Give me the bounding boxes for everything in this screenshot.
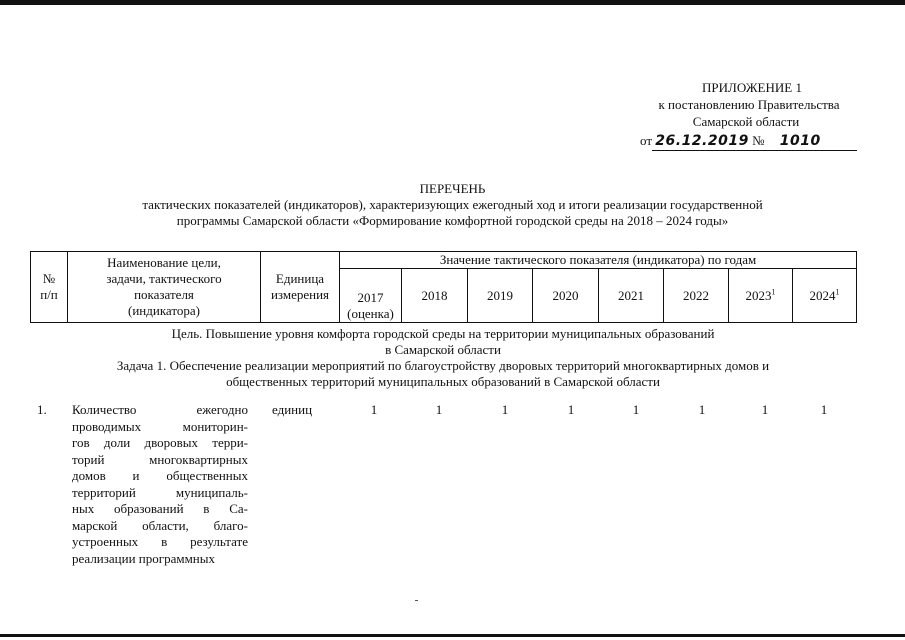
header-name-line-2: задачи, тактического <box>106 271 222 286</box>
number-prefix: № <box>752 133 765 148</box>
appendix-block <box>600 79 905 130</box>
document-title <box>40 181 865 229</box>
header-name <box>68 252 261 323</box>
bottom-border <box>0 634 905 637</box>
header-name-line-3: показателя <box>134 287 194 302</box>
value-2022: 1 <box>698 402 706 417</box>
indicator-name-line: Количество ежегодно <box>72 402 248 417</box>
header-year-2023 <box>729 269 793 323</box>
indicators-table <box>30 251 857 323</box>
header-unit-line-1: Единица <box>275 271 325 286</box>
indicator-name-line: ных образований в Са- <box>72 501 248 516</box>
appendix-title: ПРИЛОЖЕНИЕ 1 <box>702 80 802 95</box>
indicator-name-line: марской области, благо- <box>72 517 248 533</box>
header-year-2024 <box>793 269 857 323</box>
value-2021: 1 <box>632 402 640 417</box>
header-year-2021 <box>599 269 664 323</box>
value-2024: 1 <box>820 402 828 417</box>
header-year-2019 <box>468 269 533 323</box>
header-year-2020 <box>533 269 599 323</box>
appendix-line-2: Самарской области <box>692 114 800 129</box>
header-year-2017 <box>340 269 402 323</box>
header-year-2022 <box>664 269 729 323</box>
header-year-2018 <box>402 269 468 323</box>
indicator-name-line: гов доли дворовых терри- <box>72 435 248 450</box>
title-line-2: программы Самарской области «Формирование комфортной городской среды на 2018 – 2024 годы» <box>176 213 729 228</box>
task-heading <box>30 358 856 390</box>
year-label: 2020 <box>552 287 579 303</box>
year-label: 2019 <box>487 287 513 303</box>
task-line-1: Задача 1. Обеспечение реализации мероприятий по благоустройству дворовых территорий многоквартирных домов и <box>116 358 770 373</box>
date-value: 26.12.2019 <box>655 133 749 149</box>
date-prefix: от <box>640 133 653 148</box>
title-heading: ПЕРЕЧЕНЬ <box>419 181 486 196</box>
header-name-line-1: Наименование цели, <box>107 255 221 270</box>
year-label: 2022 <box>683 287 709 303</box>
indicator-name-line: проводимых мониторин- <box>72 418 248 434</box>
header-num-line-1: № <box>42 271 56 286</box>
indicator-name-line: домов и общественных <box>72 468 248 483</box>
value-2018: 1 <box>435 402 443 417</box>
year-label: 2024 <box>809 287 836 303</box>
year-label: 2017 <box>357 290 384 305</box>
task-line-2: общественных территорий муниципальных образований в Самарской области <box>226 374 660 389</box>
indicator-unit: единиц <box>272 402 313 417</box>
decree-date-number <box>640 133 821 149</box>
header-name-line-4: (индикатора) <box>128 303 200 318</box>
indicator-name-line: торий многоквартирных <box>72 451 248 467</box>
header-unit-line-2: измерения <box>270 287 330 302</box>
indicator-name-line: устроенных в результате <box>72 534 248 549</box>
year-label: 2021 <box>618 287 644 303</box>
header-unit <box>261 252 340 323</box>
signature-underline <box>652 150 857 151</box>
value-2020: 1 <box>567 402 575 417</box>
header-years-group: Значение тактического показателя (индикатора) по годам <box>340 252 857 269</box>
header-num-line-2: п/п <box>40 287 58 302</box>
footnote-mark: 1 <box>771 287 776 297</box>
goal-line-2: в Самарской области <box>385 342 501 357</box>
year-label: 2023 <box>745 287 772 303</box>
goal-line-1: Цель. Повышение уровня комфорта городской среды на территории муниципальных образований <box>171 326 715 341</box>
value-2017: 1 <box>370 402 378 417</box>
goal-heading <box>30 326 856 358</box>
footnote-mark: 1 <box>835 287 840 297</box>
year-label: 2018 <box>421 287 448 303</box>
header-num <box>31 252 68 323</box>
indicator-name-line: реализации программных <box>72 550 215 566</box>
indicator-name <box>72 402 248 567</box>
appendix-line-1: к постановлению Правительства <box>658 97 840 112</box>
indicator-name-line: территорий муниципаль- <box>72 484 248 500</box>
top-border <box>0 0 905 5</box>
value-2023: 1 <box>761 402 769 417</box>
number-value: 1010 <box>779 133 821 149</box>
row-number: 1. <box>37 402 47 417</box>
year-note: (оценка) <box>347 306 394 321</box>
value-2019: 1 <box>501 402 509 417</box>
page-mark <box>415 600 418 601</box>
title-line-1: тактических показателей (индикаторов), характеризующих ежегодный ход и итоги реализации государственной <box>142 197 763 212</box>
